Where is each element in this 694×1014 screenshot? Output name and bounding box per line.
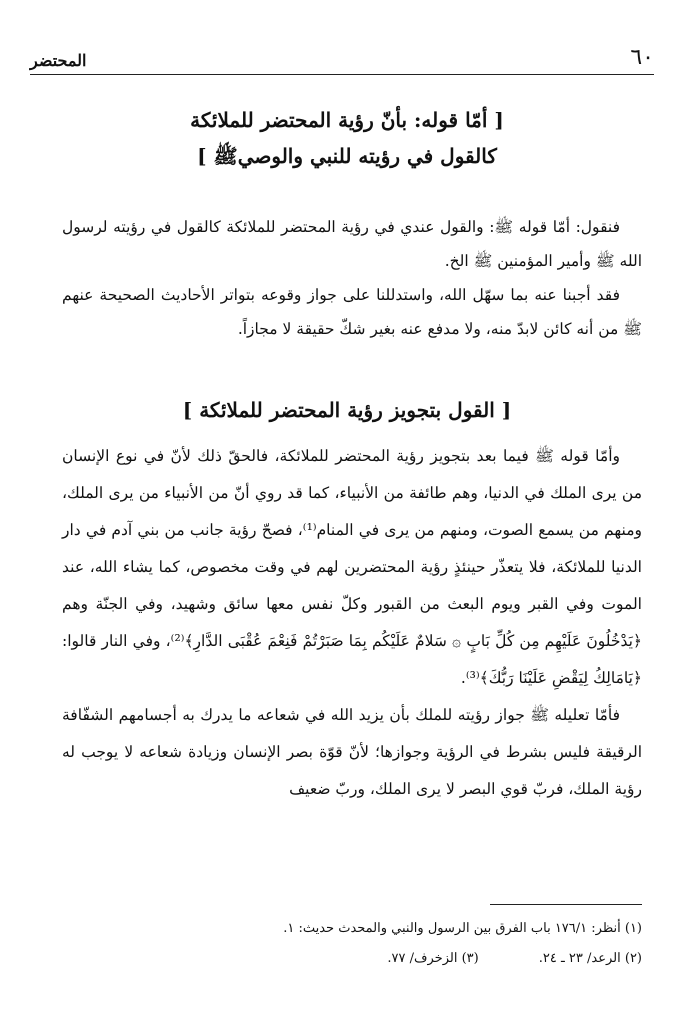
section-heading-1-line1: [ أمّا قوله: بأنّ رؤية المحتضر للملائكة xyxy=(190,108,504,132)
section-heading-1 xyxy=(60,102,634,174)
section-1-body xyxy=(62,210,642,346)
paragraph: فنقول: أمّا قوله ﷺ: والقول عندي في رؤية المحتضر للملائكة كالقول في رؤيته لرسول الله ﷺ وأمير المؤمنين ﷺ الخ. xyxy=(62,218,642,270)
footnotes xyxy=(80,914,642,974)
footnote: (٣) الزخرف/ ٧٧. xyxy=(387,951,479,966)
paragraph: فقد أجبنا عنه بما سهّل الله، واستدللنا على جواز وقوعه بتواتر الأحاديث الصحيحة عنهم ﷺ من أنه كائن لابدّ منه، ولا مدفع عنه بغير شكّ حقيقة لا مجازاً. xyxy=(62,286,642,338)
footnote-divider xyxy=(490,904,642,905)
paragraph: فأمّا تعليله ﷺ جواز رؤيته للملك بأن يزيد الله في شعاعه ما يدرك به أجسامهم الشفّافة الرقيقة فليس بشرط في الرؤية وجوازها؛ لأنّ قوّة بصر الإنسان وزيادة شعاعه لا يوجب له رؤية الملك، فربّ قوي البصر لا يرى الملك، وربّ ضعيف xyxy=(62,706,642,798)
footnote: (٢) الرعد/ ٢٣ ـ ٢٤. xyxy=(538,951,642,966)
page-number: ٦٠ xyxy=(630,45,654,70)
footnote: (١) أنظر: ١٧٦/١ باب الفرق بين الرسول والنبي والمحدث حديث: ١. xyxy=(283,921,642,936)
running-header xyxy=(30,40,654,75)
running-book-title: المحتضر xyxy=(30,51,87,70)
section-2-body xyxy=(62,438,642,808)
footnote-row xyxy=(80,944,642,974)
section-heading-2: [ القول بتجويز رؤية المحتضر للملائكة ] xyxy=(182,398,512,422)
paragraph: وأمّا قوله ﷺ فيما بعد بتجويز رؤية المحتضر للملائكة، فالحقّ ذلك لأنّ في نوع الإنسان من يرى الملك في الدنيا، وهم طائفة من الأنبياء، كما قد روي أنّ من الأنبياء من يرى الملك، ومنهم من يسمع الصوت، ومنهم من يرى في المنام⁽¹⁾، فصحّ رؤية جانب من بني آدم في دار الدنيا للملائكة، فلا يتعذّر حينئذٍ رؤية المحتضرين لهم في وقت مخصوص، كما يشاء الله، عند الموت وفي القبر ويوم البعث من القبور وكلّ نفس معها سائق وشهيد، وفي الجنّة وهم ﴿يَدْخُلُونَ عَلَيْهِم مِن كُلِّ بَابٍ ۞ سَلامٌ عَلَيْكُم بِمَا صَبَرْتُمْ فَنِعْمَ عُقْبَى الدَّارِ﴾⁽²⁾، وفي النار قالوا: ﴿يَامَالِكُ لِيَقْضِ عَلَيْنَا رَبُّكَ﴾⁽³⁾. xyxy=(62,447,642,687)
section-heading-1-line2: كالقول في رؤيته للنبي والوصيﷺ ] xyxy=(197,144,497,168)
